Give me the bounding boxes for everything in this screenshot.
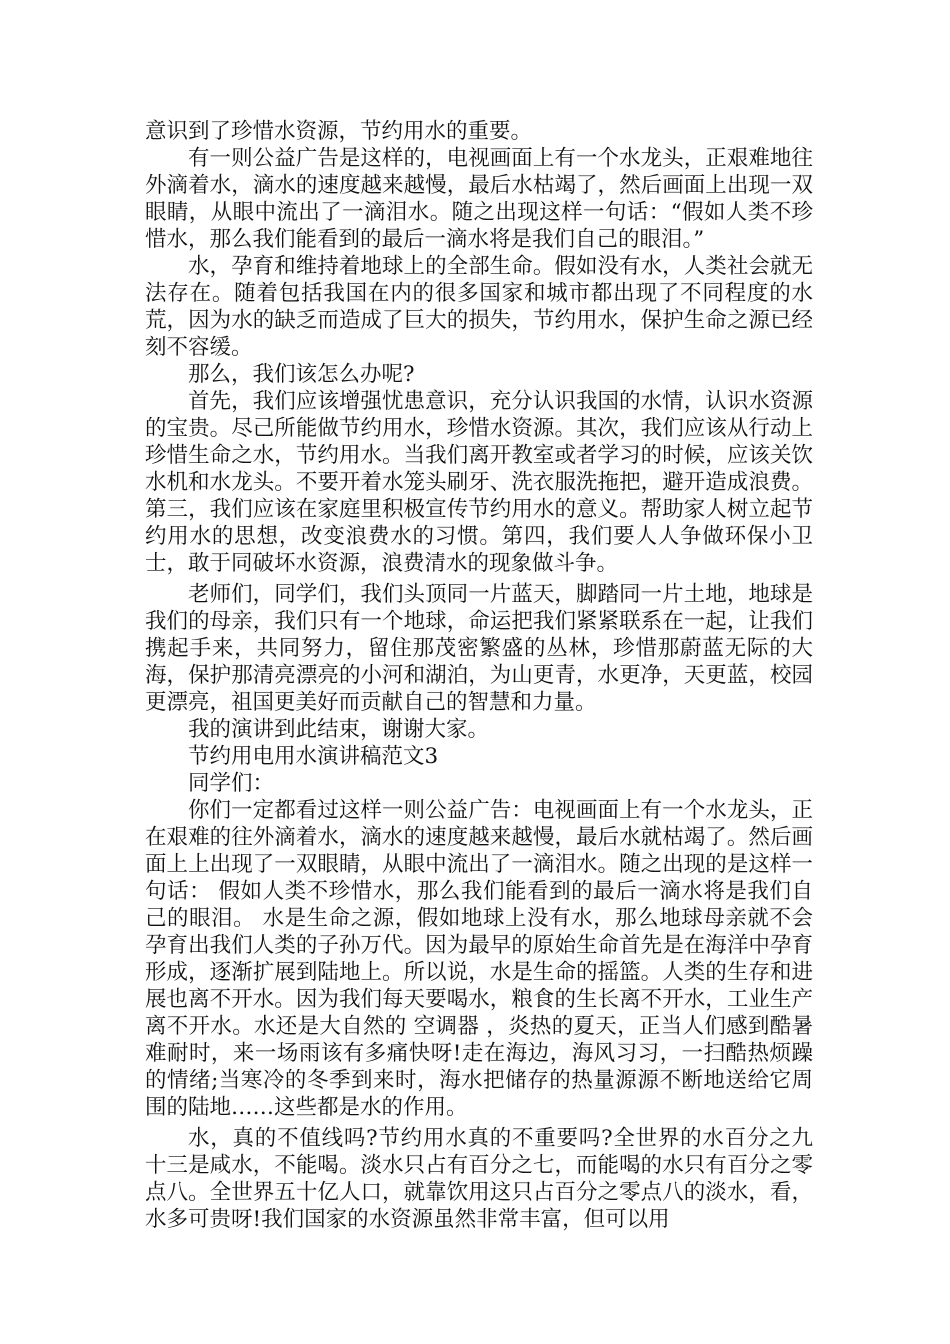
paragraph-question: 那么，我们该怎么办呢? [188, 362, 415, 387]
document-page [145, 118, 813, 1233]
paragraph-closing: 我的演讲到此结束，谢谢大家。 [188, 717, 490, 742]
section-title: 节约用电用水演讲稿范文3 [188, 744, 439, 769]
paragraph-water-life: 水，孕育和维持着地球上的全部生命。假如没有水，人类社会就无法存在。随着包括我国在内的很多国家和城市都出现了不同程度的水荒，因为水的缺乏而造成了巨大的损失，节约用水，保护生命之源已经刻不容缓。 [145, 254, 813, 360]
paragraph-call-to-action: 老师们，同学们，我们头顶同一片蓝天，脚踏同一片土地，地球是我们的母亲，我们只有一个地球，命运把我们紧紧联系在一起，让我们携起手来，共同努力，留住那茂密繁盛的丛林，珍惜那蔚蓝无际的大海，保护那清亮漂亮的小河和湖泊，为山更青，水更净，天更蓝，校园更漂亮，祖国更美好而贡献自己的智慧和力量。 [145, 582, 813, 715]
paragraph-water-source: 你们一定都看过这样一则公益广告：电视画面上有一个水龙头，正在艰难的往外滴着水，滴水的速度越来越慢，最后水就枯竭了。然后画面上上出现了一双眼睛，从眼中流出了一滴泪水。随之出现的是这样一句话： 假如人类不珍惜水，那么我们能看到的最后一滴水将是我们自己的眼泪。 水是生命之源，假如地球上没有水，那么地球母亲就不会孕育出我们人类的子孙万代。因为最早的原始生命首先是在海洋中孕育形成，逐渐扩展到陆地上。所以说，水是生命的摇篮。人类的生存和进展也离不开水。因为我们每天要喝水，粮食的生长离不开水，工业生产离不开水。水还是大自然的 空调器 ，炎热的夏天，正当人们感到酷暑难耐时，来一场雨该有多痛快呀!走在海边，海风习习，一扫酷热烦躁的情绪;当寒冷的冬季到来时，海水把储存的热量源源不断地送给它周围的陆地……这些都是水的作用。 [145, 798, 813, 1120]
paragraph-public-service-ad: 有一则公益广告是这样的，电视画面上有一个水龙头，正艰难地往外滴着水，滴水的速度越来越慢，最后水枯竭了，然后画面上出现一双眼睛，从眼中流出了一滴泪水。随之出现这样一句话：“假如人类不珍惜水，那么我们能看到的最后一滴水将是我们自己的眼泪。” [145, 146, 813, 252]
paragraph-water-value: 水，真的不值线吗?节约用水真的不重要吗?全世界的水百分之九十三是咸水，不能喝。淡水只占有百分之七，而能喝的水只有百分之零点八。全世界五十亿人口，就靠饮用这只占百分之零点八的淡水，看，水多可贵呀!我们国家的水资源虽然非常丰富，但可以用 [145, 1126, 813, 1232]
paragraph-continued: 意识到了珍惜水资源，节约用水的重要。 [145, 119, 533, 144]
paragraph-actions: 首先，我们应该增强忧患意识，充分认识我国的水情，认识水资源的宝贵。尽己所能做节约用水，珍惜水资源。其次，我们应该从行动上珍惜生命之水，节约用水。当我们离开教室或者学习的时候，应该关饮水机和水龙头。不要开着水笼头刷牙、洗衣服洗拖把，避开造成浪费。第三，我们应该在家庭里积极宣传节约用水的意义。帮助家人树立起节约用水的思想，改变浪费水的习惯。第四，我们要人人争做环保小卫士，敢于同破坏水资源，浪费清水的现象做斗争。 [145, 389, 813, 576]
salutation: 同学们： [188, 771, 275, 796]
